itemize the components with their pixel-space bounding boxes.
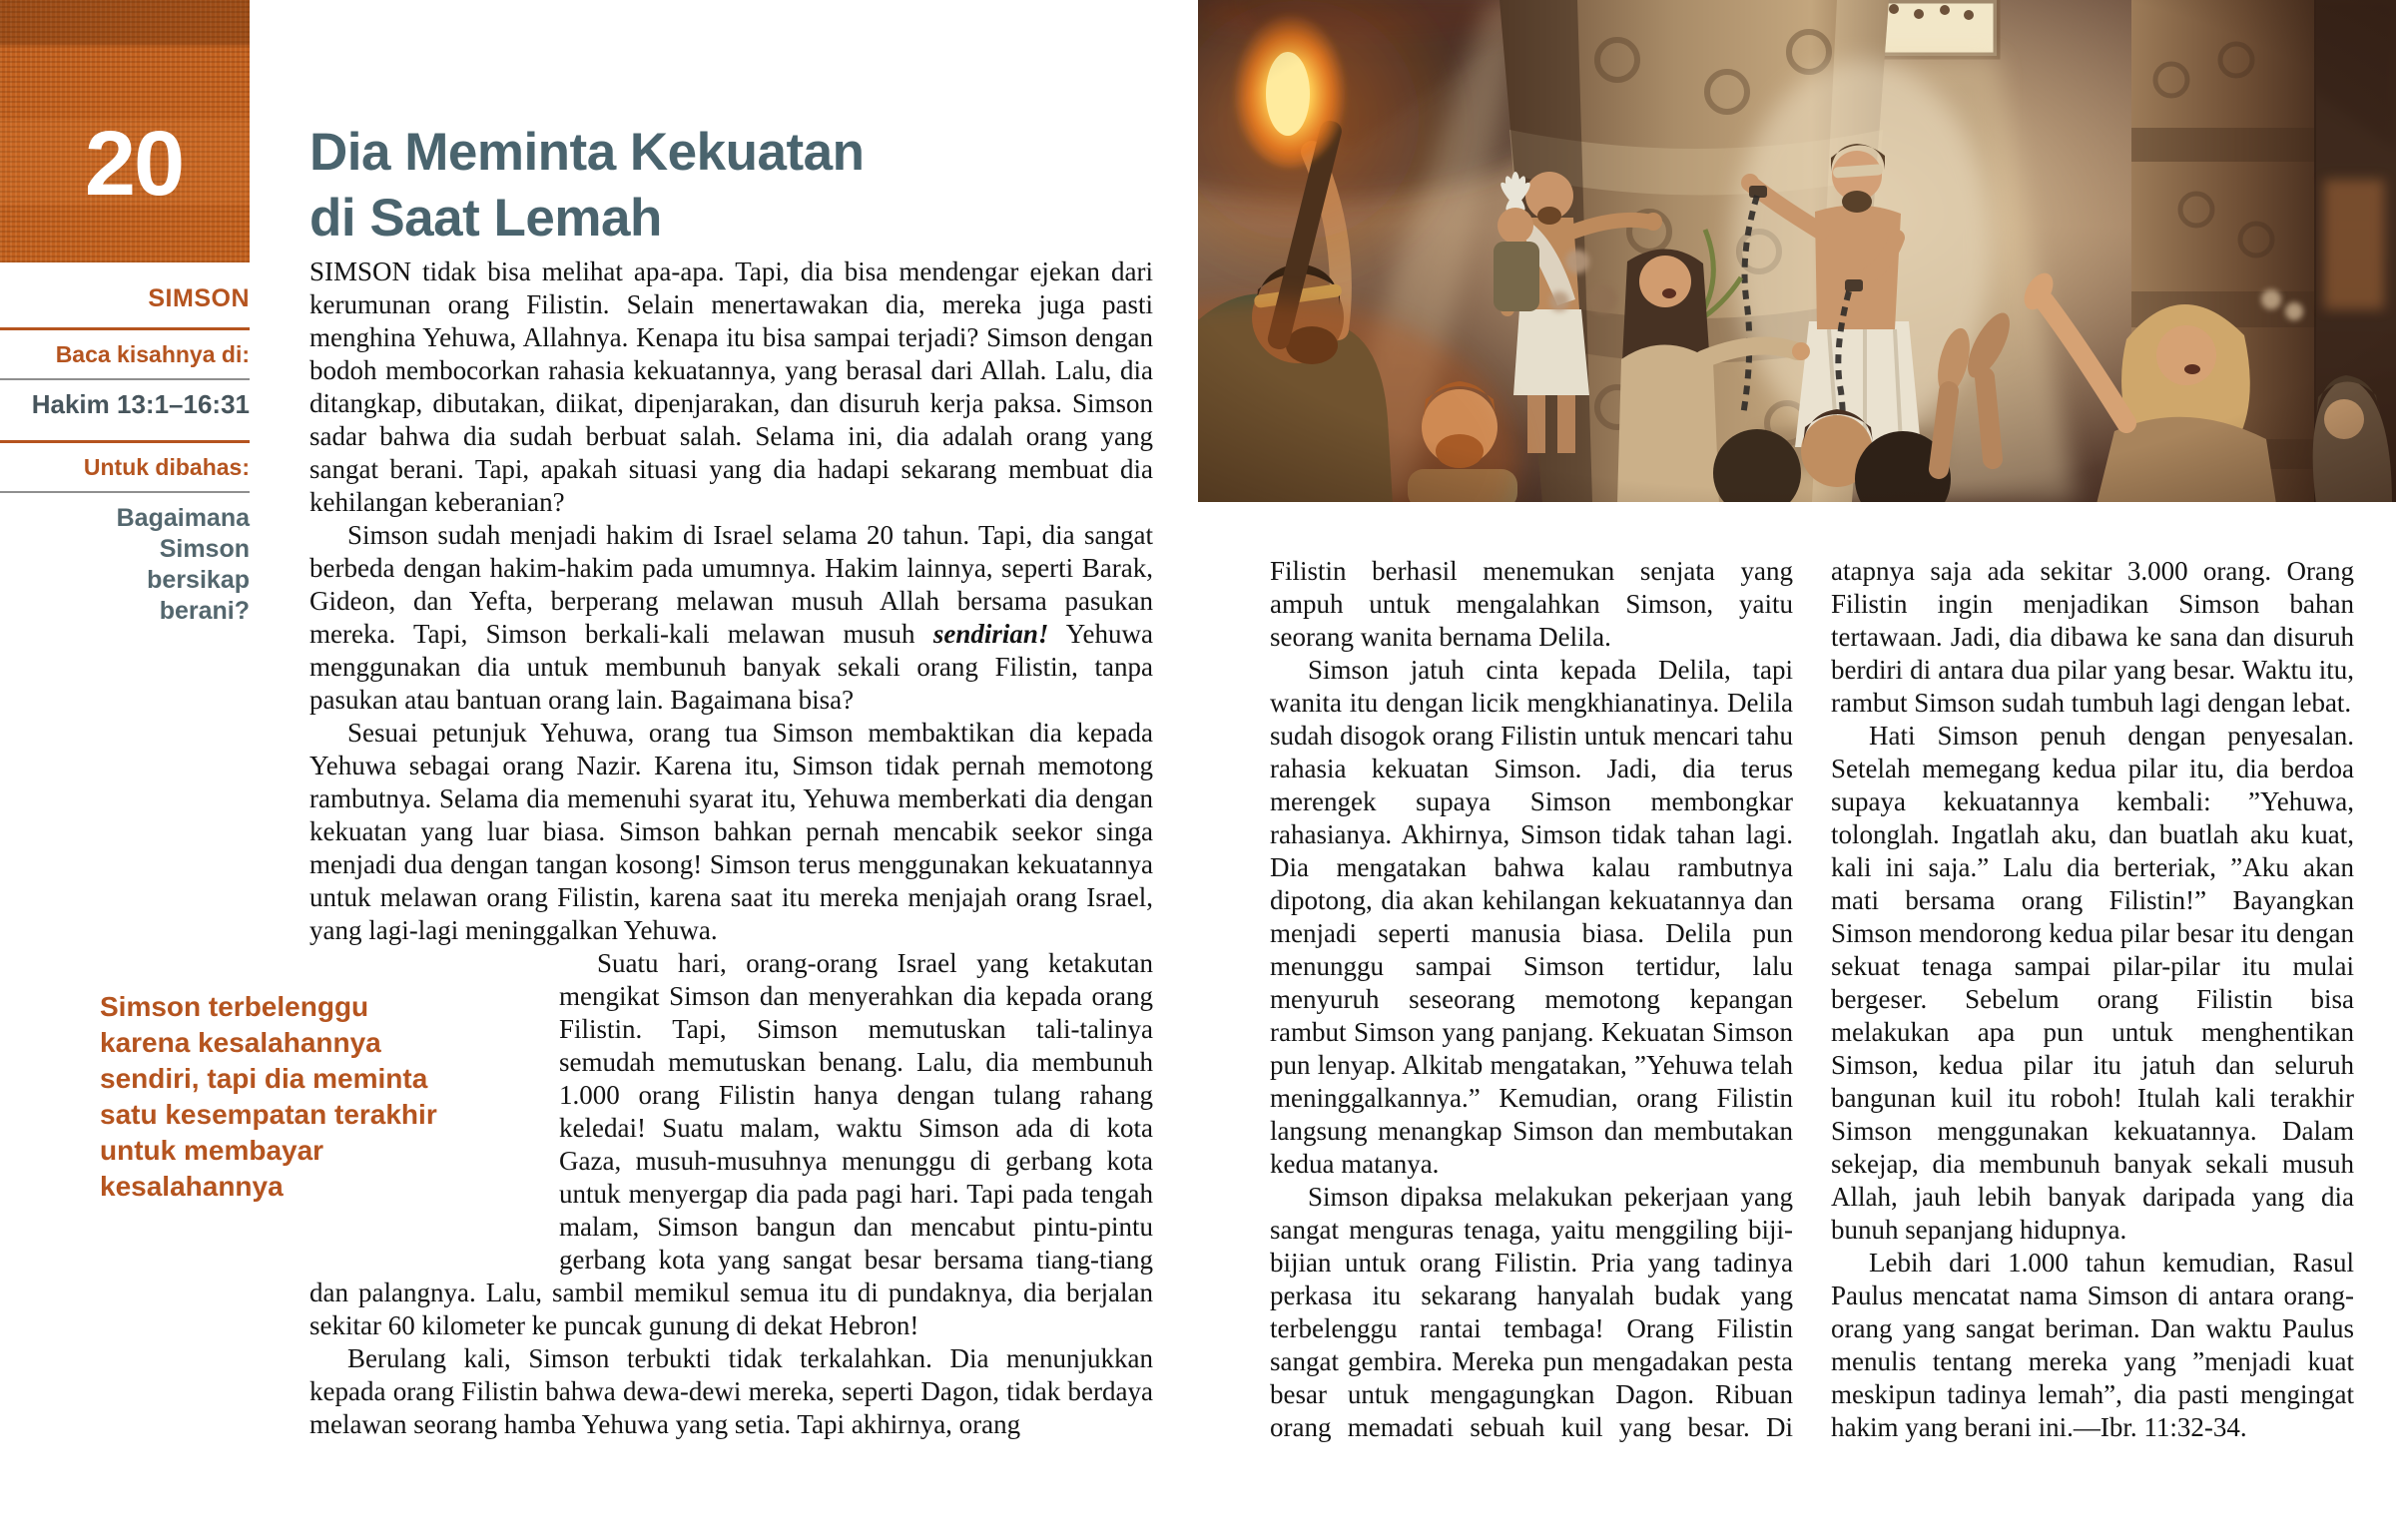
sidebar [0,262,250,627]
paragraph-4 [100,947,1153,1342]
paragraph-6: Simson jatuh cinta kepada Delila, tapi wanita itu dengan licik mengkhianatinya. Delila sudah disogok orang Filistin untuk mencari tahu rahasia kekuatan Simson. Jadi, dia terus merengek supaya Simson membongkar rahasianya. Akhirnya, Simson tidak tahan lagi. Dia mengatakan bahwa kalau rambutnya dipotong, dia akan kehilangan kekuatannya dan menjadi seperti manusia biasa. Delila pun menunggu sampai Simson tertidur, lalu menyuruh seseorang memotong kepangan rambut Simson yang panjang. Kekuatan Simson pun lenyap. Alkitab mengatakan, ”Yehuwa telah meninggalkannya.” Kemudian, orang Filistin langsung menangkap Simson dan membutakan kedua matanya. [1270,655,1793,1179]
divider-gray [0,378,250,380]
paragraph-3: Sesuai petunjuk Yehuwa, orang tua Simson membaktikan dia kepada Yehuwa sebagai orang Nazir. Karena itu, Simson tidak pernah memotong rambutnya. Selama dia memenuhi syarat itu, Yehuwa memberkati dia dengan kekuatan yang luar biasa. Simson bahkan pernah mencabik seekor singa menjadi dua dengan tangan kosong! Simson terus menggunakan kekuatannya untuk melawan orang Filistin, karena saat itu mereka menjajah orang Israel, yang lagi-lagi meninggalkan Yehuwa. [309,718,1153,945]
paragraph-5: Berulang kali, Simson terbukti tidak terkalahkan. Dia menunjukkan kepada orang Filistin bahwa dewa-dewi mereka, seperti Dagon, tidak berdaya melawan seorang hamba Yehuwa yang setia. Tapi akhirnya, orang [309,1343,1153,1439]
title-line-1: Dia Meminta Kekuatan [309,122,865,182]
paragraph-9: Lebih dari 1.000 tahun kemudian, Rasul Paulus mencatat nama Simson di antara orang-orang yang sangat beriman. Dan waktu Paulus menulis tentang mereka yang ”menjadi kuat meskipun tadinya lemah”, dia pasti mengingat hakim yang berani ini.—Ibr. 11:32-34. [1831,1248,2354,1442]
divider-gray [0,491,250,493]
pull-quote: Simson terbelenggu karena kesalahannya sendiri, tapi dia meminta satu kesempatan terakhir untuk membayar kesalahannya [100,991,437,1202]
title-line-2: di Saat Lemah [309,188,662,248]
paragraph-2 [309,519,1153,717]
chapter-number: 20 [84,113,184,215]
discuss-question: Bagaimana Simson bersikap berani? [116,504,250,625]
divider-orange [0,327,250,330]
paragraph-2-text: Simson sudah menjadi hakim di Israel selama 20 tahun. Tapi, dia sangat berbeda dengan hakim-hakim pada umumnya. Hakim lainnya, seperti Barak, Gideon, dan Yefta, berperang melawan musuh Allah bersama pasukan mereka. Tapi, Simson berkali-kali melawan musuh [309,520,1153,649]
paragraph-1: SIMSON tidak bisa melihat apa-apa. Tapi, dia bisa mendengar ejekan dari kerumunan orang Filistin. Selain menertawakan dia, mereka juga pasti menghina Yehuwa, Allahnya. Kenapa itu bisa sampai terjadi? Simson dengan bodoh membocorkan rahasia kekuatannya, yang berasal dari Allah. Lalu, dia ditangkap, dibutakan, diikat, dipenjarakan, dan disuruh kerja paksa. Simson sadar bahwa dia sudah berbuat salah. Selama ini, dia adalah orang yang sangat berani. Tapi, apakah situasi yang dia hadapi sekarang membuat dia kehilangan keberanian? [309,257,1153,517]
paragraph-2-text: Yehuwa menggunakan dia untuk membunuh banyak sekali orang Filistin, tanpa pasukan atau bantuan orang lain. Bagaimana bisa? [309,619,1153,715]
illustration-art [1198,0,2396,502]
right-article-body [1270,555,2354,1444]
emphasis-text: sendirian! [932,619,1049,649]
read-label: Baca kisahnya di: [55,341,250,367]
paragraph-continuation: Filistin berhasil menemukan senjata yang ampuh untuk mengalahkan Simson, yaitu seorang wanita bernama Delila. [1270,556,1793,652]
paragraph-4-text: Suatu hari, orang-orang Israel yang ketakutan mengikat Simson dan menyerahkan dia kepada orang Filistin. Tapi, Simson memutuskan tali-talinya semudah memutuskan benang. Lalu, dia membunuh 1.000 orang Filistin hanya dengan tulang rahang keledai! Suatu malam, waktu Simson ada di kota Gaza, musuh-musuhnya menunggu di gerbang kota untuk menyergap dia pada pagi hari. Tapi pada tengah malam, Simson bangun dan mencabut pintu-pintu gerbang kota yang sangat besar bersama tiang-tiang dan palangnya. Lalu, sambil memikul semua itu di pundaknya, dia berjalan sekitar 60 kilometer ke puncak gunung di dekat Hebron! [309,948,1153,1340]
paragraph-8: Hati Simson penuh dengan penyesalan. Setelah memegang kedua pilar itu, dia berdoa supaya kekuatannya kembali: ”Yehuwa, tolonglah. Ingatlah aku, dan buatlah aku kuat, kali ini saja.” Lalu dia berteriak, ”Aku akan mati bersama orang Filistin!” Bayangkan Simson mendorong kedua pilar besar itu dengan sekuat tenaga sampai pilar-pilar itu mulai bergeser. Sebelum orang Filistin bisa melakukan apa pun untuk menghentikan Simson, kedua pilar itu jatuh dan seluruh bangunan kuil itu roboh! Itulah kali terakhir Simson menggunakan kekuatannya. Dalam sekejap, dia membunuh banyak sekali musuh Allah, jauh lebih banyak daripada yang dia bunuh sepanjang hidupnya. [1831,721,2354,1245]
page-title [309,120,1068,252]
vignette [1198,0,2396,502]
paragraph-7: Simson dipaksa melakukan pekerjaan yang sangat menguras tenaga, yaitu menggiling biji-bijian untuk orang Filistin. Pria yang tadinya perkasa itu sekarang hanyalah budak yang terbelenggu rantai tembaga! Orang Filistin sangat gembira. Mereka pun mengadakan pesta besar untuk mengagungkan Dagon. Ribuan orang memadati sebuah kuil yang besar. Di atapnya saja ada sekitar 3.000 orang. Orang Filistin ingin menjadikan Simson bahan tertawaan. Jadi, dia dibawa ke sana dan disuruh berdiri di antara dua pilar yang besar. Waktu itu, rambut Simson sudah tumbuh lagi dengan lebat. [1270,556,2354,1442]
read-reference: Hakim 13:1–16:31 [31,389,250,419]
illustration [1198,0,2396,502]
sidebar-person-label: SIMSON [148,284,250,312]
discuss-label: Untuk dibahas: [83,454,250,480]
divider-orange [0,440,250,443]
chapter-block [0,0,250,262]
